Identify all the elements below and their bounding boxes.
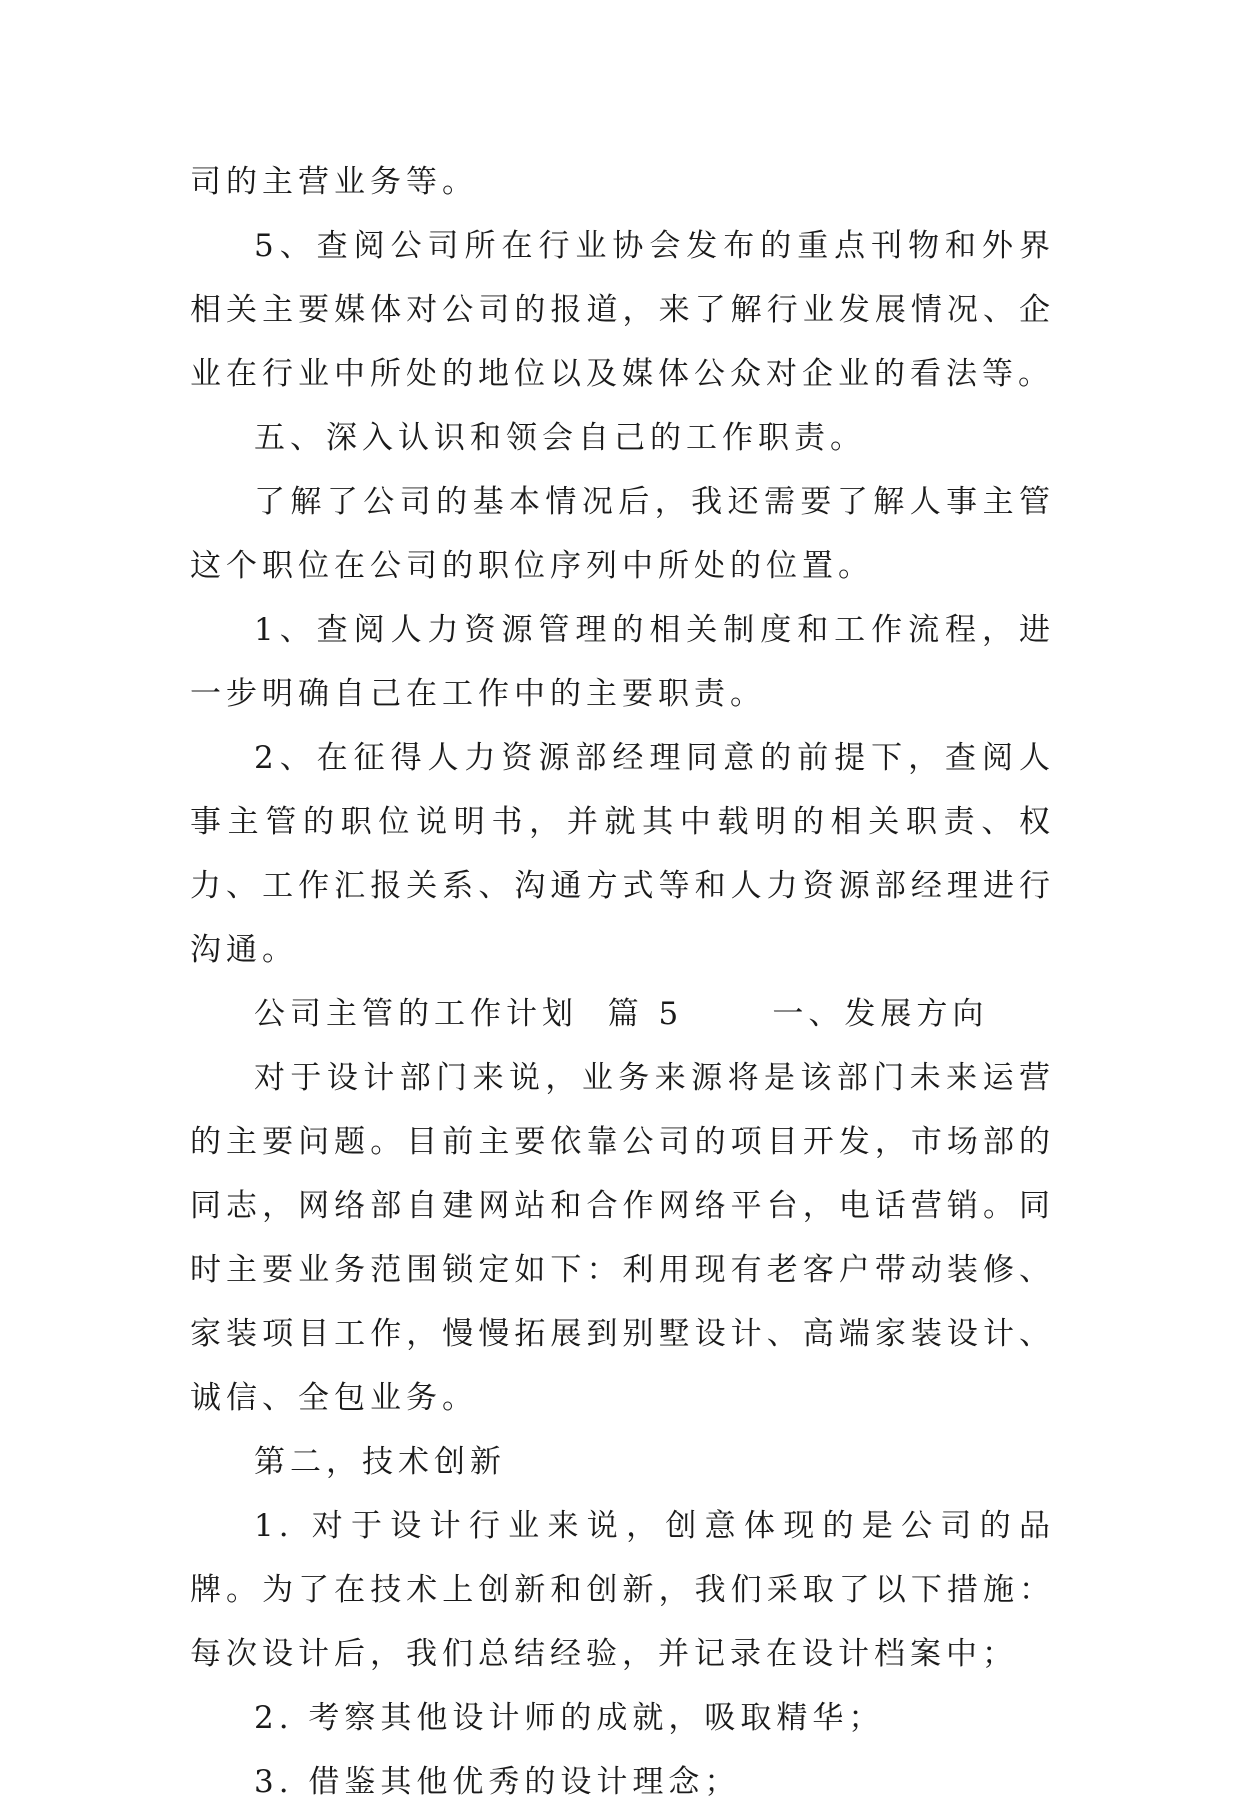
section-heading-innovation: 第二，技术创新 [254,1444,506,1480]
paragraph-item-2: 2、在征得人力资源部经理同意的前提下，查阅人事主管的职位说明书，并就其中载明的相关职责、权力、工作汇报关系、沟通方式等和人力资源部经理进行沟通。 [190,740,1055,968]
paragraph-continuation: 司的主营业务等。 [190,164,478,200]
list-item-2: 2. 考察其他设计师的成就，吸取精华； [254,1700,885,1736]
paragraph-intro: 了解了公司的基本情况后，我还需要了解人事主管这个职位在公司的职位序列中所处的位置。 [190,484,1055,584]
paragraph-development: 对于设计部门来说，业务来源将是该部门未来运营的主要问题。目前主要依靠公司的项目开发，市场部的同志，网络部自建网站和合作网络平台，电话营销。同时主要业务范围锁定如下：利用现有老客户带动装修、家装项目工作，慢慢拓展到别墅设计、高端家装设计、诚信、全包业务。 [190,1060,1055,1416]
list-item-3: 3. 借鉴其他优秀的设计理念； [254,1764,741,1800]
list-item-1: 1. 对于设计行业来说，创意体现的是公司的品牌。为了在技术上创新和创新，我们采取了以下措施：每次设计后，我们总结经验，并记录在设计档案中； [190,1508,1055,1672]
document-body [190,150,1055,1814]
article-heading: 公司主管的工作计划 篇 5 一、发展方向 [254,996,989,1032]
paragraph-item-1: 1、查阅人力资源管理的相关制度和工作流程，进一步明确自己在工作中的主要职责。 [190,612,1055,712]
paragraph-item-5: 5、查阅公司所在行业协会发布的重点刊物和外界相关主要媒体对公司的报道，来了解行业发展情况、企业在行业中所处的地位以及媒体公众对企业的看法等。 [190,228,1055,392]
section-heading-five: 五、深入认识和领会自己的工作职责。 [254,420,866,456]
